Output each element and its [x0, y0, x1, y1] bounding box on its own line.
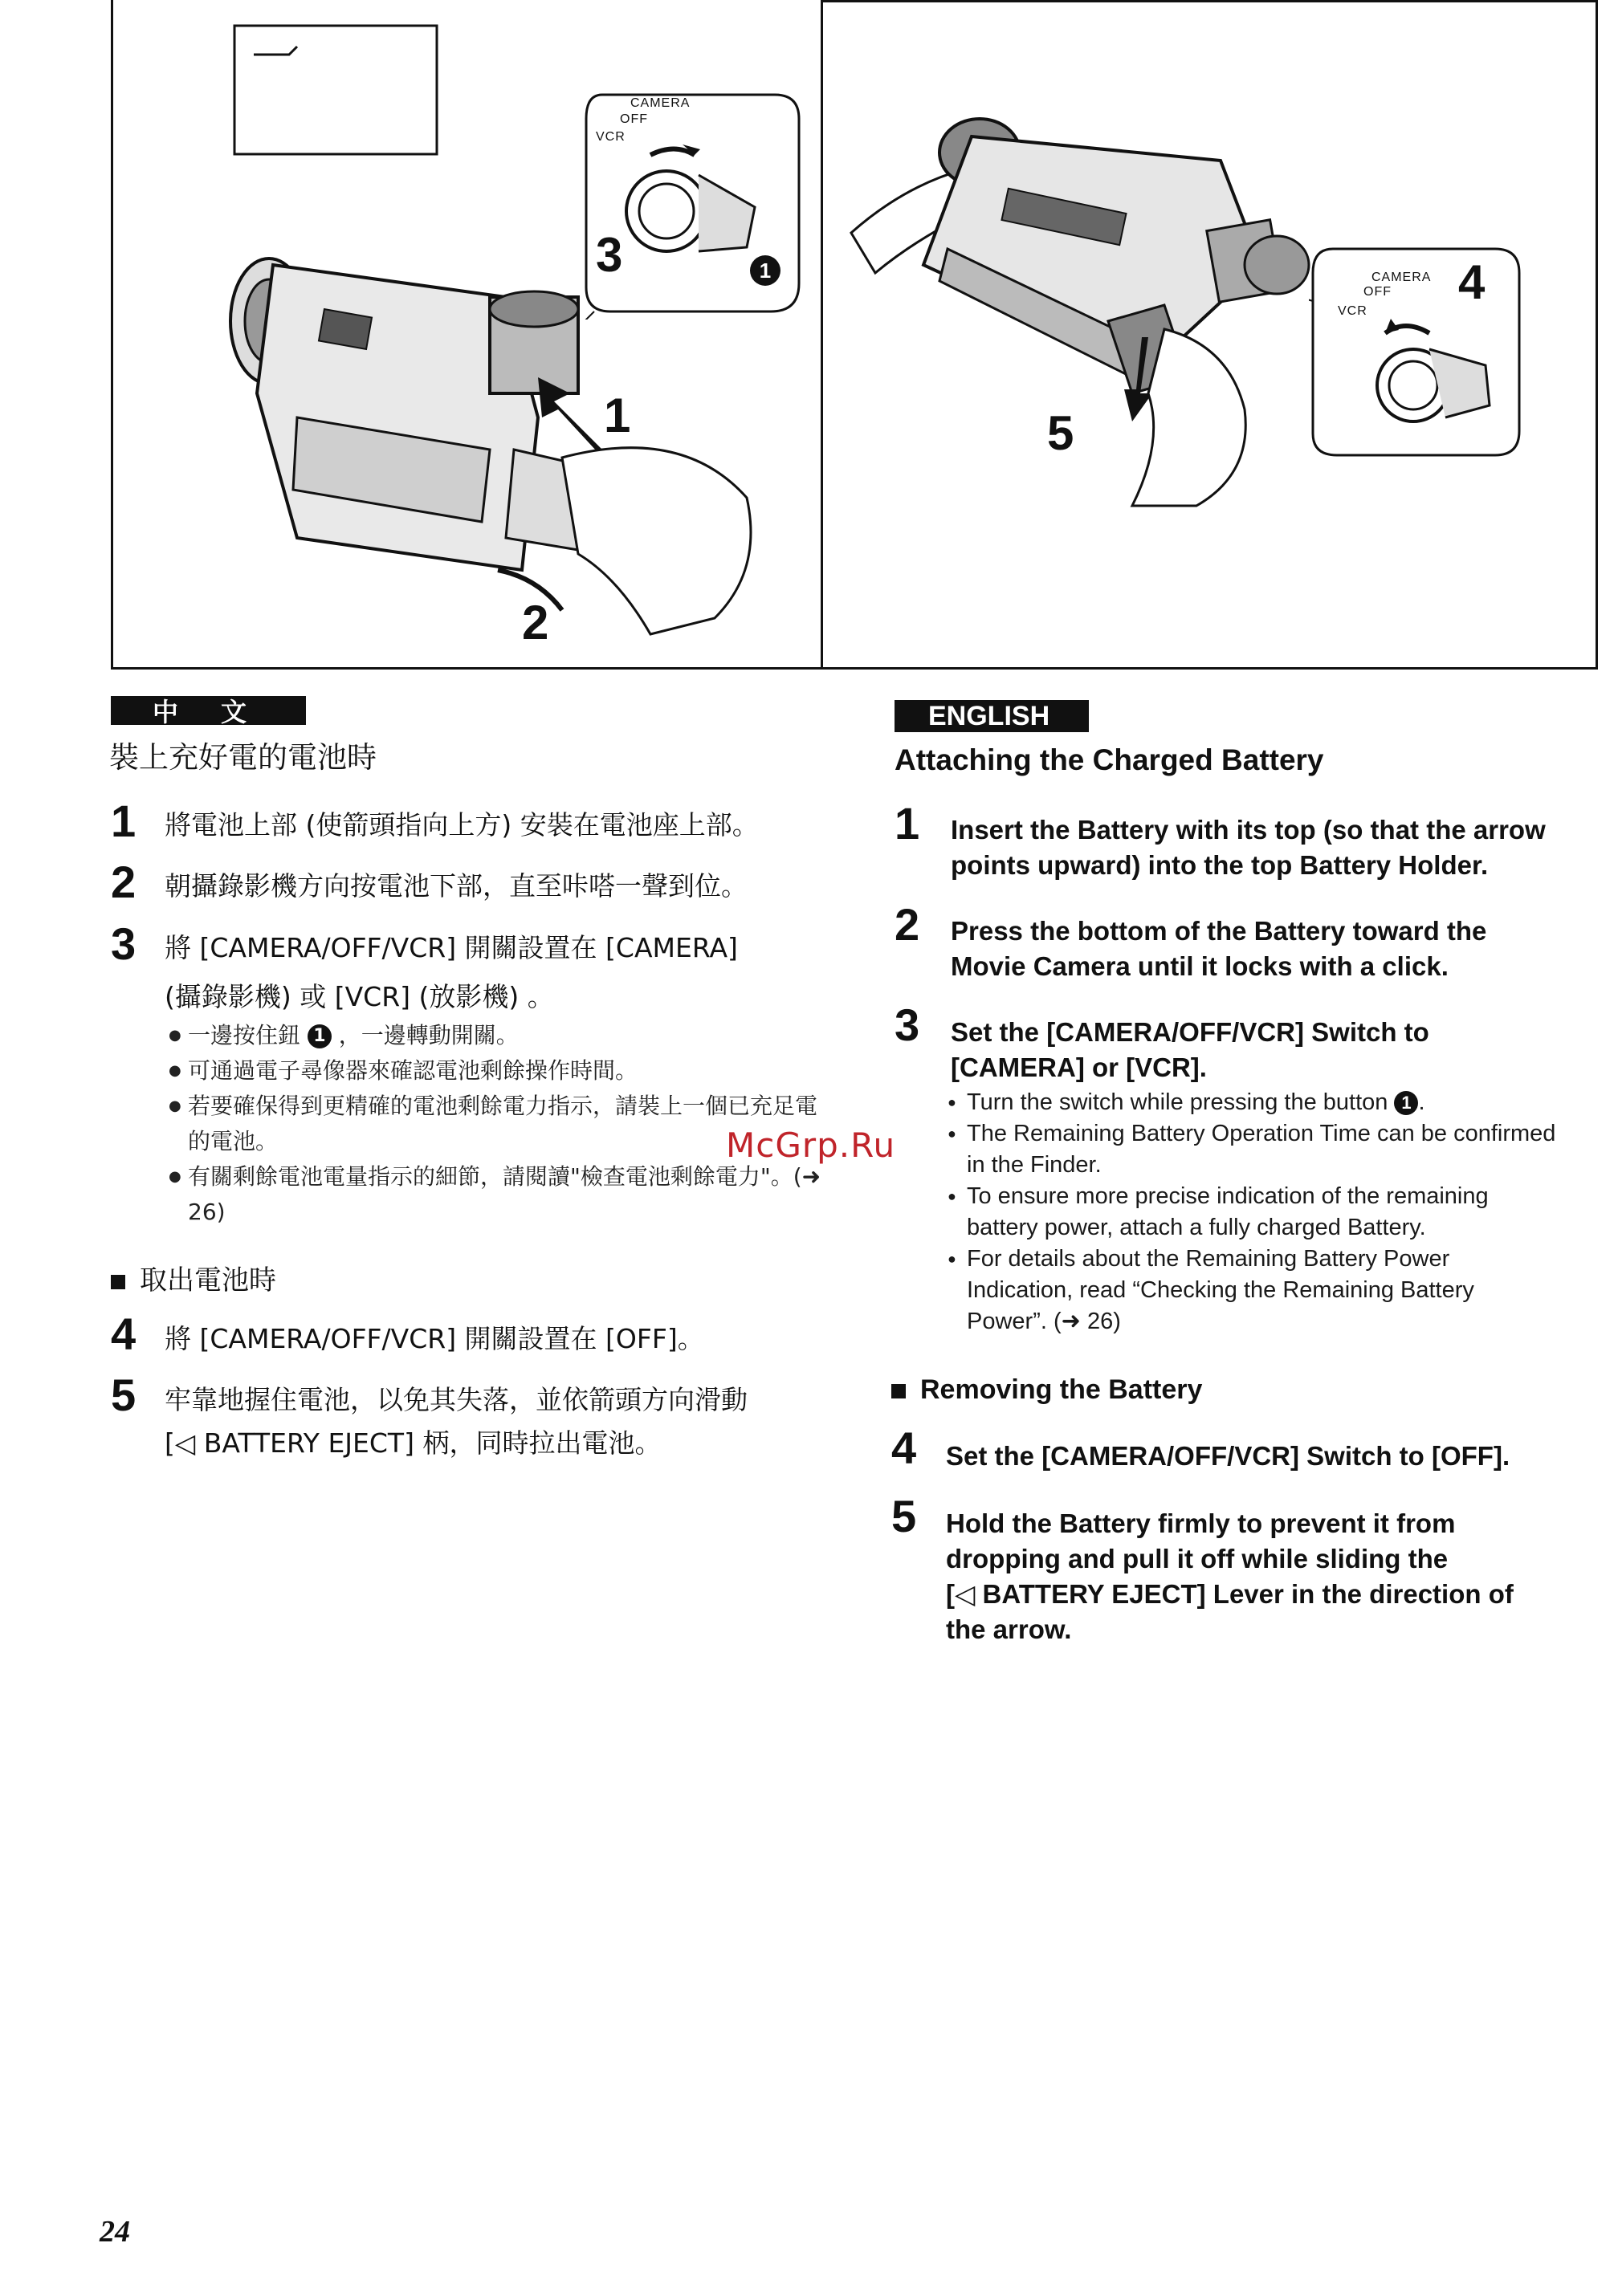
- en-step-2-text-line-2: Movie Camera until it locks with a click.: [951, 951, 1449, 981]
- inset-label-camera-right: CAMERA: [1371, 271, 1432, 284]
- en-step-4-number: 4: [891, 1423, 917, 1473]
- zh-step-5-text-line-2: [◁ BATTERY EJECT] 柄，同時拉出電池。: [165, 1427, 662, 1459]
- en-step-2-text-line-1: Press the bottom of the Battery toward the: [951, 916, 1487, 946]
- inset-label-vcr-left: VCR: [596, 130, 626, 144]
- square-bullet-icon: [891, 1384, 906, 1398]
- inset-label-camera-left: CAMERA: [630, 96, 691, 110]
- zh-step-4-number: 4: [111, 1309, 137, 1359]
- en-step-3-number: 3: [895, 999, 920, 1050]
- english-banner: ENGLISH: [895, 700, 1089, 732]
- zh-step-2-number: 2: [111, 857, 137, 907]
- en-step-1-number: 1: [895, 798, 920, 849]
- camcorder-illustration-right: [827, 104, 1341, 522]
- zh-bullet-1: ● 一邊按住鈕 1 ，一邊轉動開關。: [169, 1018, 823, 1053]
- zh-step-4-text: 將 [CAMERA/OFF/VCR] 開關設置在 [OFF]。: [165, 1323, 704, 1354]
- en-removing-heading: Removing the Battery: [891, 1374, 1202, 1407]
- en-bullet-2: ● The Remaining Battery Operation Time can be confirmed in the Finder.: [948, 1118, 1558, 1181]
- illustration-top-border: [821, 0, 1598, 2]
- switch-inset-left: [578, 79, 811, 320]
- en-step-2-number: 2: [895, 899, 920, 950]
- zh-step-1-text: 將電池上部 (使箭頭指向上方) 安裝在電池座上部。: [165, 809, 759, 841]
- en-step-1-text-line-2: points upward) into the top Battery Holder.: [951, 850, 1489, 880]
- button-marker-icon: 1: [750, 255, 780, 286]
- en-step-3-text-line-1: Set the [CAMERA/OFF/VCR] Switch to: [951, 1017, 1429, 1047]
- button-marker-icon: 1: [308, 1024, 332, 1048]
- button-marker-icon: 1: [1394, 1091, 1418, 1115]
- en-step-5-text-line-1: Hold the Battery firmly to prevent it from: [946, 1508, 1456, 1538]
- callout-3: 3: [596, 228, 623, 282]
- zh-step-3-text-line-2: (攝錄影機) 或 [VCR] (放影機) 。: [165, 981, 554, 1012]
- callout-2: 2: [522, 596, 549, 649]
- zh-step-3-number: 3: [111, 918, 137, 969]
- en-bullet-list: [948, 1087, 1558, 1337]
- zh-bullet-3: ● 若要確保得到更精確的電池剩餘電力指示，請裝上一個已充足電的電池。: [169, 1089, 823, 1159]
- en-bullet-4: ● For details about the Remaining Battery Power Indication, read “Checking the Remaining Battery Power”. (➜ 26): [948, 1244, 1558, 1337]
- en-step-3-text-line-2: [CAMERA] or [VCR].: [951, 1052, 1207, 1082]
- illustration-divider: [821, 0, 823, 670]
- zh-bullet-4: ● 有關剩餘電池電量指示的細節，請閱讀"檢查電池剩餘電力"。(➜ 26): [169, 1159, 823, 1230]
- chinese-banner: 中 文: [111, 696, 306, 725]
- zh-removing-heading: 取出電池時: [111, 1264, 276, 1297]
- lcd-panel-sketch: [233, 24, 442, 161]
- zh-bullet-2: ● 可通過電子尋像器來確認電池剩餘操作時間。: [169, 1053, 823, 1089]
- en-bullet-3: ● To ensure more precise indication of the remaining battery power, attach a fully charged Battery.: [948, 1181, 1558, 1244]
- zh-step-2-text: 朝攝錄影機方向按電池下部，直至咔嗒一聲到位。: [165, 870, 748, 902]
- en-step-5-text-line-4: the arrow.: [946, 1614, 1072, 1644]
- zh-step-1-number: 1: [111, 796, 137, 846]
- en-step-5-text-line-2: dropping and pull it off while sliding the: [946, 1544, 1449, 1573]
- en-bullet-1: ● Turn the switch while pressing the button 1 .: [948, 1087, 1558, 1118]
- watermark: McGrp.Ru: [726, 1126, 896, 1165]
- en-step-5-text-line-3: [◁ BATTERY EJECT] Lever in the direction of: [946, 1579, 1514, 1609]
- inset-label-off-right: OFF: [1363, 285, 1392, 299]
- square-bullet-icon: [111, 1275, 125, 1289]
- callout-5: 5: [1047, 406, 1074, 460]
- inset-label-off-left: OFF: [620, 112, 648, 126]
- callout-4: 4: [1458, 255, 1486, 309]
- zh-step-5-number: 5: [111, 1370, 137, 1420]
- en-step-1-text-line-1: Insert the Battery with its top (so that the arrow: [951, 815, 1546, 845]
- zh-step-5-text-line-1: 牢靠地握住電池，以免其失落，並依箭頭方向滑動: [165, 1384, 748, 1415]
- chinese-heading: 裝上充好電的電池時: [109, 740, 377, 775]
- zh-step-3-text-line-1: 將 [CAMERA/OFF/VCR] 開關設置在 [CAMERA]: [165, 932, 738, 963]
- english-heading: Attaching the Charged Battery: [895, 743, 1324, 776]
- en-step-4-text: Set the [CAMERA/OFF/VCR] Switch to [OFF].: [946, 1441, 1510, 1471]
- inset-label-vcr-right: VCR: [1338, 304, 1367, 318]
- en-step-5-number: 5: [891, 1491, 917, 1541]
- page-number: 24: [100, 2215, 130, 2249]
- zh-bullet-list: [169, 1018, 823, 1230]
- callout-1: 1: [604, 389, 631, 442]
